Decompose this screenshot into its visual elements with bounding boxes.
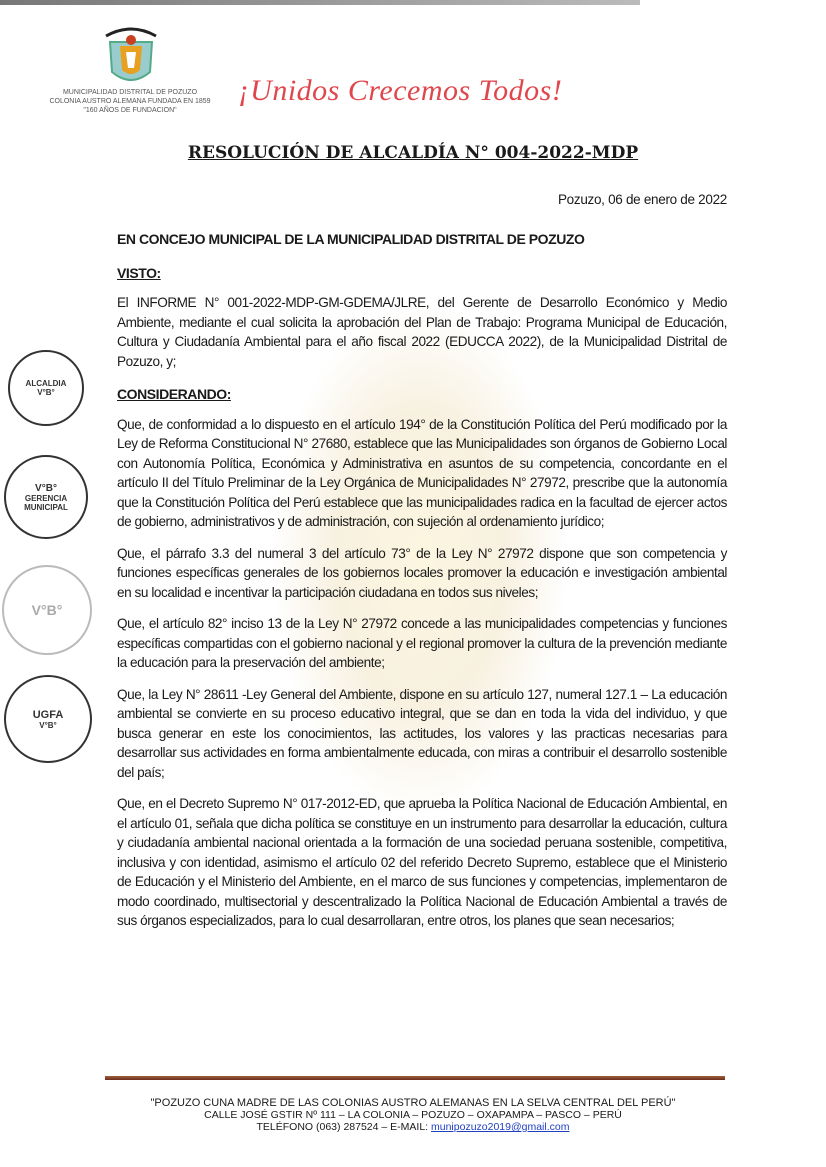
considerando-paragraph: Que, la Ley N° 28611 -Ley General del Ambiente, dispone en su artículo 127, numeral 127.1 – La educación ambiental se convierte en su proceso educativo integral, que se dan en toda la vida del individuo, y que busca generar en este los conocimientos, las actitudes, los valores y las practicas necesarias para desarrollar sus actividades en forma ambientalmente educada, con miras a contribuir el desarrollo sostenible del país; bbox=[117, 686, 727, 780]
anniversary-line: "160 AÑOS DE FUNDACION" bbox=[83, 107, 177, 114]
gerencia-stamp bbox=[4, 455, 88, 539]
visto-heading: VISTO: bbox=[117, 264, 161, 281]
stamp-text: UGFA bbox=[32, 708, 64, 721]
footer-contact bbox=[0, 1121, 826, 1133]
footer-phone: TELÉFONO (063) 287524 – E-MAIL: bbox=[256, 1121, 429, 1133]
footer-email-link[interactable]: munipozuzo2019@gmail.com bbox=[431, 1121, 570, 1133]
stamp-mark: V°B° bbox=[37, 388, 55, 397]
council-heading: EN CONCEJO MUNICIPAL DE LA MUNICIPALIDAD DISTRITAL DE POZUZO bbox=[117, 231, 585, 247]
stamp-mark: V°B° bbox=[31, 602, 63, 618]
municipality-name: MUNICIPALIDAD DISTRITAL DE POZUZO bbox=[62, 89, 198, 96]
considerando-paragraph: Que, en el Decreto Supremo N° 017-2012-ED, que aprueba la Política Nacional de Educación Ambiental, en el artículo 01, señala que dicha política se constituye en un instrumento para desarrollar la educación, cultura y ciudadanía ambiental nacional orientada a la formación de una sociedad peruana sostenible, competitiva, inclusiva y con identidad, asimismo el artículo 02 del referido Decreto Supremo, establece que el Ministerio de Educación y el Ministerio del Ambiente, en el marco de sus funciones y competencias, implementaron de modo coordinado, multisectorial y descentralizado la Política Nacional de Educación Ambiental a través de sus órganos especializados, para lo cual desarrollaran, entre otros, los planes que sean necesarios; bbox=[117, 796, 727, 928]
colony-line: COLONIA AUSTRO ALEMANA FUNDADA EN 1859 bbox=[49, 98, 211, 105]
footer bbox=[0, 1097, 826, 1133]
municipal-logo bbox=[100, 22, 162, 88]
ugfa-stamp bbox=[4, 675, 92, 763]
vb-stamp bbox=[2, 565, 92, 655]
document-title: RESOLUCIÓN DE ALCALDÍA N° 004-2022-MDP bbox=[187, 143, 639, 163]
stamp-text: GERENCIA MUNICIPAL bbox=[24, 493, 68, 512]
document-body bbox=[117, 228, 727, 943]
considerando-paragraph: Que, de conformidad a lo dispuesto en el artículo 194° de la Constitución Política del Perú modificado por la Ley de Reforma Constitucional N° 27680, establece que las Municipalidades son órganos de Gobierno Local con Autonomía Política, Económica y Administrativa en asuntos de su competencia, concordante en el artículo II del Título Preliminar de la Ley Orgánica de Municipalidades N° 27972, prescribe que la autonomía que la Constitución Política del Perú establece que las municipalidades radica en la facultad de ejercer actos de gobierno, administrativos y de administración, con sujeción al ordenamiento jurídico; bbox=[117, 416, 727, 529]
stamp-mark: V°B° bbox=[39, 720, 57, 730]
scan-edge bbox=[0, 0, 640, 5]
logo-caption bbox=[30, 88, 230, 115]
stamp-mark: V°B° bbox=[35, 482, 57, 494]
stamp-text: ALCALDIA bbox=[25, 379, 67, 388]
motto: ¡Unidos Crecemos Todos! bbox=[238, 74, 563, 107]
footer-divider bbox=[105, 1076, 725, 1080]
document-date: Pozuzo, 06 de enero de 2022 bbox=[557, 192, 727, 207]
considerando-paragraph: Que, el artículo 82° inciso 13 de la Ley N° 27972 concede a las municipalidades competencias y funciones específicas compartidas con el gobierno nacional y el regional promover la cultura de la prevención mediante la educación para la preservación del ambiente; bbox=[117, 616, 727, 670]
footer-address: CALLE JOSÉ GSTIR Nº 111 – LA COLONIA – POZUZO – OXAPAMPA – PASCO – PERÚ bbox=[204, 1109, 622, 1121]
considerando-heading: CONSIDERANDO: bbox=[117, 386, 231, 402]
alcaldia-stamp bbox=[8, 350, 84, 426]
considerando-paragraph: Que, el párrafo 3.3 del numeral 3 del artículo 73° de la Ley N° 27972 dispone que son competencia y funciones específicas generales de los gobiernos locales promover la educación e investigación ambiental en su localidad e incentivar la participación ciudadana en todos sus niveles; bbox=[117, 545, 727, 600]
footer-slogan: "POZUZO CUNA MADRE DE LAS COLONIAS AUSTRO ALEMANAS EN LA SELVA CENTRAL DEL PERÚ" bbox=[150, 1097, 676, 1109]
visto-paragraph: El INFORME N° 001-2022-MDP-GM-GDEMA/JLRE, del Gerente de Desarrollo Económico y Medio Ambiente, mediante el cual solicita la aprobación del Plan de Trabajo: Programa Municipal de Educación, Cultura y Ciudadanía Ambiental para el año fiscal 2022 (EDUCCA 2022), de la Municipalidad Distrital de Pozuzo, y; bbox=[117, 295, 727, 369]
